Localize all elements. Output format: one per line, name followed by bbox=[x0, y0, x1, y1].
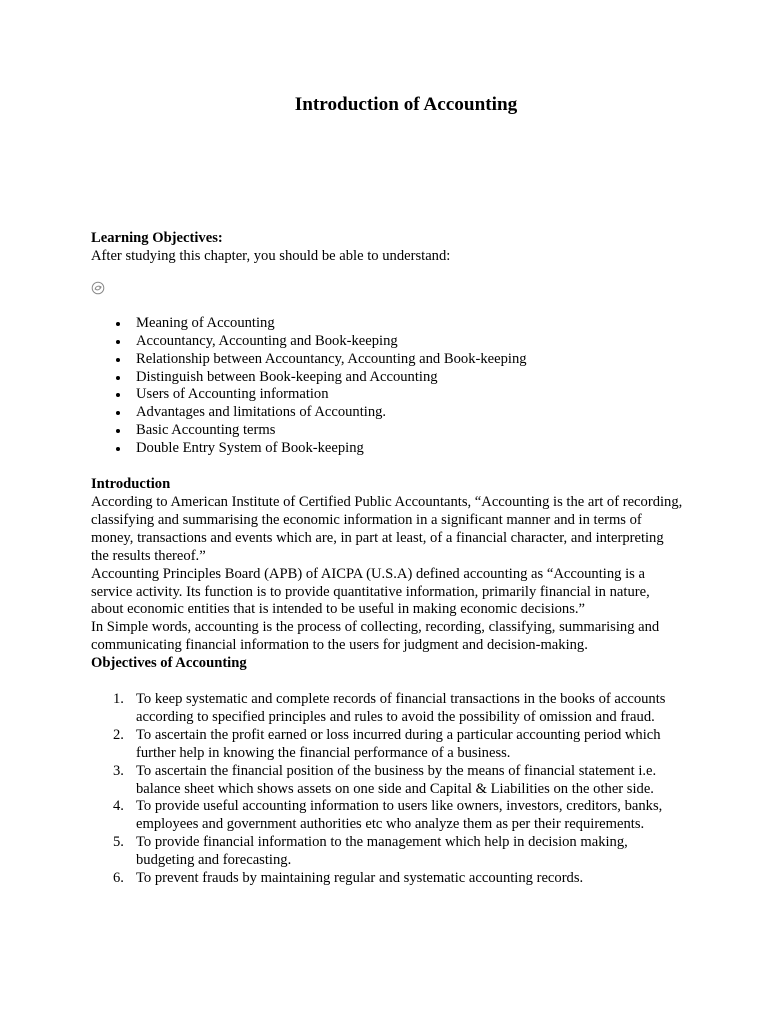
list-item bbox=[113, 762, 685, 799]
list-item: Accountancy, Accounting and Book-keeping bbox=[136, 333, 685, 351]
list-item-text: To keep systematic and complete records of financial transactions in the books of accounts according to specified principles and rules to avoid the possibility of omission and fraud. bbox=[136, 691, 666, 725]
introduction-paragraph: According to American Institute of Certified Public Accountants, “Accounting is the art of recording, classifying and summarising the economic information in a significant manner and in terms of money, transactions and events which are, in part at least, of a financial character, and interpreting the results thereof.” bbox=[91, 493, 683, 564]
list-item bbox=[113, 798, 685, 834]
list-number: 2. bbox=[113, 726, 124, 743]
introduction-section bbox=[91, 476, 685, 655]
learning-objectives-section bbox=[91, 230, 685, 458]
list-item: Users of Accounting information bbox=[136, 386, 685, 404]
document-title: Introduction of Accounting bbox=[294, 94, 518, 115]
list-item-text: To provide financial information to the management which help in decision making, budgeting and forecasting. bbox=[136, 834, 628, 869]
list-item: Basic Accounting terms bbox=[136, 422, 685, 440]
list-number: 3. bbox=[113, 762, 124, 779]
list-item bbox=[113, 726, 685, 763]
introduction-heading: Introduction bbox=[91, 476, 171, 493]
list-item: Advantages and limitations of Accounting. bbox=[136, 404, 685, 422]
list-item: Meaning of Accounting bbox=[136, 315, 685, 333]
list-item bbox=[113, 870, 685, 888]
learning-objectives-intro: After studying this chapter, you should be able to understand: bbox=[91, 247, 451, 264]
objectives-list bbox=[91, 691, 685, 888]
objectives-section bbox=[91, 655, 685, 888]
learning-objectives-heading: Learning Objectives: bbox=[91, 230, 223, 246]
list-item: Double Entry System of Book-keeping bbox=[136, 440, 685, 458]
document-body bbox=[91, 230, 685, 888]
list-number: 6. bbox=[113, 870, 124, 887]
learning-objectives-list bbox=[91, 315, 685, 458]
list-item: Relationship between Accountancy, Accounting and Book-keeping bbox=[136, 351, 685, 369]
list-item-text: To provide useful accounting information to users like owners, investors, creditors, banks, employees and government authorities etc who analyze them as per their requirements. bbox=[136, 798, 663, 833]
list-number: 1. bbox=[113, 691, 124, 708]
introduction-paragraph: In Simple words, accounting is the process of collecting, recording, classifying, summarising and communicating financial information to the users for judgment and decision-making. bbox=[91, 619, 660, 654]
list-item: Distinguish between Book-keeping and Accounting bbox=[136, 369, 685, 387]
list-number: 4. bbox=[113, 798, 124, 815]
list-item-text: To ascertain the profit earned or loss incurred during a particular accounting period which further help in knowing the financial performance of a business. bbox=[136, 726, 661, 761]
list-item-text: To prevent frauds by maintaining regular and systematic accounting records. bbox=[136, 870, 584, 887]
objectives-heading: Objectives of Accounting bbox=[91, 655, 247, 672]
list-item-text: To ascertain the financial position of the business by the means of financial statement i.e. balance sheet which shows assets on one side and Capital & Liabilities on the other side. bbox=[136, 762, 657, 797]
introduction-paragraph: Accounting Principles Board (APB) of AICPA (U.S.A) defined accounting as “Accounting is a service activity. Its function is to provide quantitative information, primarily financial in nature, about economic entities that is intended to be useful in making economic decisions.” bbox=[91, 565, 650, 618]
loop-arrow-icon bbox=[91, 281, 105, 295]
list-item bbox=[113, 691, 685, 727]
list-item bbox=[113, 834, 685, 870]
list-number: 5. bbox=[113, 834, 124, 851]
